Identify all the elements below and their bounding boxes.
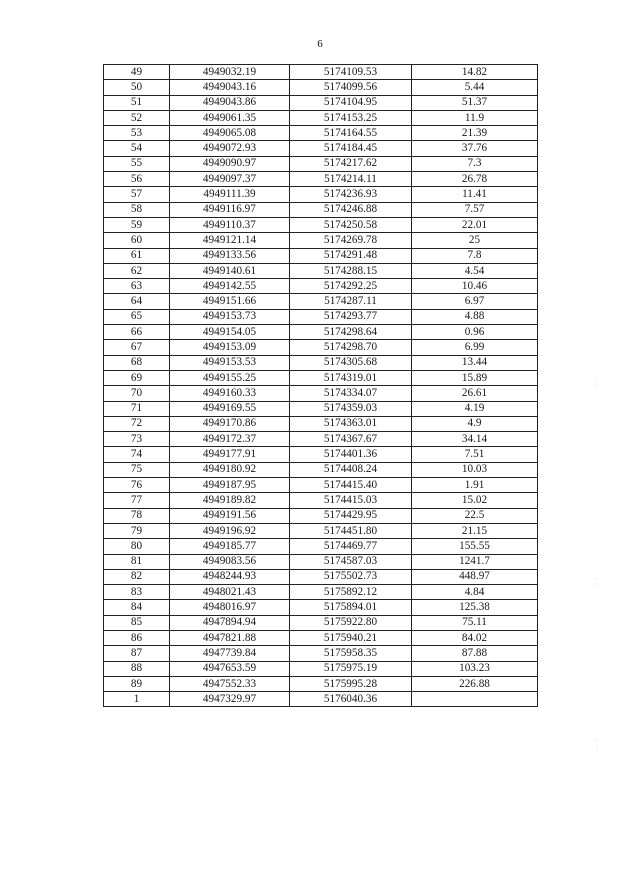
point-number-cell: 87 (104, 646, 170, 661)
distance-cell: 226.88 (412, 676, 538, 691)
table-row (104, 569, 538, 584)
distance-cell: 6.97 (412, 294, 538, 309)
y-coordinate-cell: 5174292.25 (290, 279, 412, 294)
point-number-cell: 60 (104, 233, 170, 248)
y-coordinate-cell: 5174587.03 (290, 554, 412, 569)
x-coordinate-cell: 4949061.35 (170, 110, 290, 125)
table-row (104, 370, 538, 385)
distance-cell: 125.38 (412, 600, 538, 615)
point-number-cell: 71 (104, 401, 170, 416)
table-row (104, 432, 538, 447)
distance-cell: 1.91 (412, 478, 538, 493)
point-number-cell: 72 (104, 416, 170, 431)
x-coordinate-cell: 4949155.25 (170, 370, 290, 385)
distance-cell: 51.37 (412, 95, 538, 110)
point-number-cell: 64 (104, 294, 170, 309)
distance-cell: 13.44 (412, 355, 538, 370)
coordinates-table (103, 64, 538, 707)
point-number-cell: 57 (104, 187, 170, 202)
x-coordinate-cell: 4949140.61 (170, 263, 290, 278)
y-coordinate-cell: 5174367.67 (290, 432, 412, 447)
y-coordinate-cell: 5174298.64 (290, 325, 412, 340)
table-row (104, 585, 538, 600)
x-coordinate-cell: 4947329.97 (170, 692, 290, 707)
distance-cell: 21.39 (412, 126, 538, 141)
x-coordinate-cell: 4949043.16 (170, 80, 290, 95)
y-coordinate-cell: 5174099.56 (290, 80, 412, 95)
table-row (104, 646, 538, 661)
x-coordinate-cell: 4949177.91 (170, 447, 290, 462)
distance-cell: 0.96 (412, 325, 538, 340)
point-number-cell: 80 (104, 539, 170, 554)
y-coordinate-cell: 5174305.68 (290, 355, 412, 370)
table-row (104, 462, 538, 477)
y-coordinate-cell: 5174401.36 (290, 447, 412, 462)
y-coordinate-cell: 5174469.77 (290, 539, 412, 554)
point-number-cell: 49 (104, 65, 170, 80)
scan-speck: · · (596, 576, 598, 588)
point-number-cell: 54 (104, 141, 170, 156)
y-coordinate-cell: 5174104.95 (290, 95, 412, 110)
x-coordinate-cell: 4949169.55 (170, 401, 290, 416)
x-coordinate-cell: 4949154.05 (170, 325, 290, 340)
table-row (104, 676, 538, 691)
point-number-cell: 78 (104, 508, 170, 523)
point-number-cell: 63 (104, 279, 170, 294)
point-number-cell: 74 (104, 447, 170, 462)
y-coordinate-cell: 5175502.73 (290, 569, 412, 584)
y-coordinate-cell: 5175922.80 (290, 615, 412, 630)
y-coordinate-cell: 5174415.03 (290, 493, 412, 508)
point-number-cell: 55 (104, 156, 170, 171)
y-coordinate-cell: 5174184.45 (290, 141, 412, 156)
x-coordinate-cell: 4947653.59 (170, 661, 290, 676)
y-coordinate-cell: 5174451.80 (290, 523, 412, 538)
y-coordinate-cell: 5174153.25 (290, 110, 412, 125)
table-row (104, 217, 538, 232)
y-coordinate-cell: 5174109.53 (290, 65, 412, 80)
point-number-cell: 59 (104, 217, 170, 232)
point-number-cell: 69 (104, 370, 170, 385)
table-row (104, 386, 538, 401)
x-coordinate-cell: 4949153.53 (170, 355, 290, 370)
point-number-cell: 1 (104, 692, 170, 707)
table-row (104, 340, 538, 355)
x-coordinate-cell: 4949151.66 (170, 294, 290, 309)
distance-cell: 103.23 (412, 661, 538, 676)
x-coordinate-cell: 4949160.33 (170, 386, 290, 401)
y-coordinate-cell: 5174269.78 (290, 233, 412, 248)
distance-cell: 15.89 (412, 370, 538, 385)
y-coordinate-cell: 5174415.40 (290, 478, 412, 493)
distance-cell: 84.02 (412, 630, 538, 645)
table-row (104, 554, 538, 569)
table-row (104, 156, 538, 171)
distance-cell: 14.82 (412, 65, 538, 80)
x-coordinate-cell: 4949172.37 (170, 432, 290, 447)
x-coordinate-cell: 4949116.97 (170, 202, 290, 217)
point-number-cell: 66 (104, 325, 170, 340)
table-row (104, 95, 538, 110)
table-row (104, 630, 538, 645)
y-coordinate-cell: 5174214.11 (290, 172, 412, 187)
table-row (104, 447, 538, 462)
point-number-cell: 61 (104, 248, 170, 263)
table-row (104, 661, 538, 676)
point-number-cell: 85 (104, 615, 170, 630)
table-row (104, 416, 538, 431)
point-number-cell: 67 (104, 340, 170, 355)
point-number-cell: 73 (104, 432, 170, 447)
distance-cell: 7.51 (412, 447, 538, 462)
distance-cell: 4.54 (412, 263, 538, 278)
table-row (104, 692, 538, 707)
x-coordinate-cell: 4949133.56 (170, 248, 290, 263)
table-row (104, 355, 538, 370)
x-coordinate-cell: 4949072.93 (170, 141, 290, 156)
y-coordinate-cell: 5175958.35 (290, 646, 412, 661)
distance-cell: 5.44 (412, 80, 538, 95)
x-coordinate-cell: 4949180.92 (170, 462, 290, 477)
point-number-cell: 84 (104, 600, 170, 615)
distance-cell: 10.46 (412, 279, 538, 294)
table-row (104, 600, 538, 615)
table-row (104, 110, 538, 125)
table-row (104, 80, 538, 95)
x-coordinate-cell: 4949189.82 (170, 493, 290, 508)
point-number-cell: 70 (104, 386, 170, 401)
x-coordinate-cell: 4949111.39 (170, 187, 290, 202)
x-coordinate-cell: 4948016.97 (170, 600, 290, 615)
x-coordinate-cell: 4949142.55 (170, 279, 290, 294)
y-coordinate-cell: 5174363.01 (290, 416, 412, 431)
x-coordinate-cell: 4949065.08 (170, 126, 290, 141)
x-coordinate-cell: 4947894.94 (170, 615, 290, 630)
distance-cell: 6.99 (412, 340, 538, 355)
point-number-cell: 79 (104, 523, 170, 538)
x-coordinate-cell: 4949083.56 (170, 554, 290, 569)
x-coordinate-cell: 4949196.92 (170, 523, 290, 538)
y-coordinate-cell: 5175975.19 (290, 661, 412, 676)
page-number: 6 (317, 38, 323, 50)
table-row (104, 401, 538, 416)
x-coordinate-cell: 4947821.88 (170, 630, 290, 645)
x-coordinate-cell: 4949187.95 (170, 478, 290, 493)
scan-speck: · · (596, 738, 598, 750)
y-coordinate-cell: 5174429.95 (290, 508, 412, 523)
y-coordinate-cell: 5175940.21 (290, 630, 412, 645)
distance-cell: 155.55 (412, 539, 538, 554)
point-number-cell: 88 (104, 661, 170, 676)
x-coordinate-cell: 4949185.77 (170, 539, 290, 554)
x-coordinate-cell: 4947739.84 (170, 646, 290, 661)
distance-cell: 11.41 (412, 187, 538, 202)
table-row (104, 65, 538, 80)
y-coordinate-cell: 5174293.77 (290, 309, 412, 324)
point-number-cell: 83 (104, 585, 170, 600)
point-number-cell: 82 (104, 569, 170, 584)
distance-cell (412, 692, 538, 707)
point-number-cell: 62 (104, 263, 170, 278)
x-coordinate-cell: 4949043.86 (170, 95, 290, 110)
distance-cell: 21.15 (412, 523, 538, 538)
table-row (104, 493, 538, 508)
y-coordinate-cell: 5174288.15 (290, 263, 412, 278)
distance-cell: 11.9 (412, 110, 538, 125)
distance-cell: 22.01 (412, 217, 538, 232)
y-coordinate-cell: 5174408.24 (290, 462, 412, 477)
y-coordinate-cell: 5175995.28 (290, 676, 412, 691)
point-number-cell: 89 (104, 676, 170, 691)
distance-cell: 4.84 (412, 585, 538, 600)
table-row (104, 172, 538, 187)
scan-speck: · · (596, 377, 598, 389)
x-coordinate-cell: 4949097.37 (170, 172, 290, 187)
point-number-cell: 56 (104, 172, 170, 187)
distance-cell: 26.78 (412, 172, 538, 187)
table-row (104, 233, 538, 248)
point-number-cell: 50 (104, 80, 170, 95)
point-number-cell: 75 (104, 462, 170, 477)
distance-cell: 4.19 (412, 401, 538, 416)
point-number-cell: 68 (104, 355, 170, 370)
table-row (104, 294, 538, 309)
y-coordinate-cell: 5174246.88 (290, 202, 412, 217)
x-coordinate-cell: 4948021.43 (170, 585, 290, 600)
table-row (104, 263, 538, 278)
y-coordinate-cell: 5174359.03 (290, 401, 412, 416)
table-row (104, 202, 538, 217)
table-row (104, 539, 538, 554)
point-number-cell: 52 (104, 110, 170, 125)
y-coordinate-cell: 5174298.70 (290, 340, 412, 355)
table-row (104, 309, 538, 324)
point-number-cell: 81 (104, 554, 170, 569)
x-coordinate-cell: 4949110.37 (170, 217, 290, 232)
distance-cell: 87.88 (412, 646, 538, 661)
distance-cell: 7.8 (412, 248, 538, 263)
distance-cell: 4.88 (412, 309, 538, 324)
y-coordinate-cell: 5174287.11 (290, 294, 412, 309)
x-coordinate-cell: 4949191.56 (170, 508, 290, 523)
y-coordinate-cell: 5176040.36 (290, 692, 412, 707)
point-number-cell: 86 (104, 630, 170, 645)
distance-cell: 15.02 (412, 493, 538, 508)
point-number-cell: 53 (104, 126, 170, 141)
distance-cell: 1241.7 (412, 554, 538, 569)
distance-cell: 75.11 (412, 615, 538, 630)
point-number-cell: 76 (104, 478, 170, 493)
table-row (104, 187, 538, 202)
table-row (104, 508, 538, 523)
point-number-cell: 65 (104, 309, 170, 324)
y-coordinate-cell: 5174217.62 (290, 156, 412, 171)
x-coordinate-cell: 4949090.97 (170, 156, 290, 171)
distance-cell: 4.9 (412, 416, 538, 431)
distance-cell: 37.76 (412, 141, 538, 156)
x-coordinate-cell: 4949121.14 (170, 233, 290, 248)
table-row (104, 523, 538, 538)
y-coordinate-cell: 5174319.01 (290, 370, 412, 385)
distance-cell: 34.14 (412, 432, 538, 447)
table-row (104, 126, 538, 141)
y-coordinate-cell: 5174236.93 (290, 187, 412, 202)
point-number-cell: 51 (104, 95, 170, 110)
distance-cell: 7.57 (412, 202, 538, 217)
distance-cell: 7.3 (412, 156, 538, 171)
x-coordinate-cell: 4947552.33 (170, 676, 290, 691)
y-coordinate-cell: 5174291.48 (290, 248, 412, 263)
table-row (104, 141, 538, 156)
point-number-cell: 58 (104, 202, 170, 217)
x-coordinate-cell: 4948244.93 (170, 569, 290, 584)
x-coordinate-cell: 4949153.73 (170, 309, 290, 324)
distance-cell: 448.97 (412, 569, 538, 584)
table-row (104, 248, 538, 263)
table-row (104, 615, 538, 630)
table-row (104, 279, 538, 294)
x-coordinate-cell: 4949032.19 (170, 65, 290, 80)
y-coordinate-cell: 5174250.58 (290, 217, 412, 232)
y-coordinate-cell: 5175892.12 (290, 585, 412, 600)
distance-cell: 10.03 (412, 462, 538, 477)
y-coordinate-cell: 5175894.01 (290, 600, 412, 615)
distance-cell: 25 (412, 233, 538, 248)
point-number-cell: 77 (104, 493, 170, 508)
table-row (104, 478, 538, 493)
table-row (104, 325, 538, 340)
distance-cell: 26.61 (412, 386, 538, 401)
y-coordinate-cell: 5174164.55 (290, 126, 412, 141)
x-coordinate-cell: 4949153.09 (170, 340, 290, 355)
x-coordinate-cell: 4949170.86 (170, 416, 290, 431)
y-coordinate-cell: 5174334.07 (290, 386, 412, 401)
distance-cell: 22.5 (412, 508, 538, 523)
